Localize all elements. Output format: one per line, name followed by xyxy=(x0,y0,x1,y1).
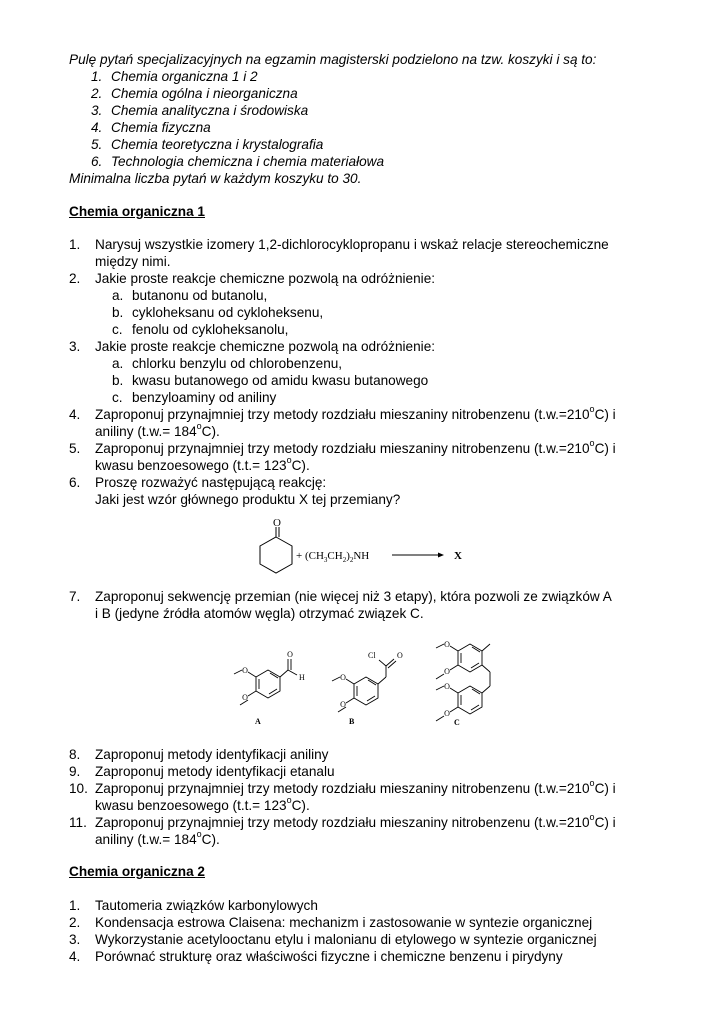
basket-item: 3. Chemia analityczna i środowiska xyxy=(91,103,309,118)
compounds-scheme xyxy=(218,632,508,732)
amine-reagent: + $(CH_3CH_2)_2NH$ xyxy=(296,550,370,564)
question-7: 7. Zaproponuj sekwencję przemian (nie więcej niż 3 etapy), która pozwoli ze związków A i B (jedyne źródła atomów węgla) otrzymać związek C. xyxy=(69,589,612,621)
intro-block xyxy=(69,51,709,187)
svg-text:O: O xyxy=(444,640,450,649)
section-heading-organic-1: Chemia organiczna 1 xyxy=(69,204,205,219)
list-item: c. fenolu od cykloheksanolu, xyxy=(112,322,289,337)
svg-text:O: O xyxy=(444,709,450,718)
svg-text:O: O xyxy=(397,651,403,660)
list-item: 2. Kondensacja estrowa Claisena: mechanizm i zastosowanie w syntezie organicznej xyxy=(69,915,593,930)
list-item: b. kwasu butanowego od amidu kwasu butanowego xyxy=(112,373,429,388)
basket-item: 1. Chemia organiczna 1 i 2 xyxy=(91,69,258,84)
list-item: 3. Wykorzystanie acetylooctanu etylu i malonianu di etylowego w syntezie organicznej xyxy=(69,932,597,947)
question-4: 4. Zaproponuj przynajmniej trzy metody rozdziału mieszaniny nitrobenzenu $(t.w.=210^oC)$ i aniliny $(t.w.= 184^oC)$. xyxy=(69,404,616,439)
section-2-list xyxy=(69,897,669,965)
question-11: 11. Zaproponuj przynajmniej trzy metody rozdziału mieszaniny nitrobenzenu $(t.w.=210^oC)$ i aniliny $(t.w.= 184^oC)$. xyxy=(69,812,616,847)
svg-text:O: O xyxy=(444,682,450,691)
svg-text:O: O xyxy=(444,667,450,676)
question-5: 5. Zaproponuj przynajmniej trzy metody rozdziału mieszaniny nitrobenzenu $(t.w.=210^oC)$ i kwasu benzoesowego $(t.t.= 123^oC)$. xyxy=(69,438,616,473)
section-heading-organic-2: Chemia organiczna 2 xyxy=(69,864,205,879)
reaction-scheme xyxy=(250,514,480,580)
svg-text:O: O xyxy=(340,700,346,709)
question-9: 9. Zaproponuj metody identyfikacji etanalu xyxy=(69,764,335,779)
list-item: 1. Tautomeria związków karbonylowych xyxy=(69,898,318,913)
question-6: 6. Proszę rozważyć następującą reakcję: Jaki jest wzór głównego produktu X tej przemiany? xyxy=(69,475,401,507)
cyclohexanone-structure xyxy=(260,527,292,573)
compound-a-label: A xyxy=(255,717,261,726)
svg-text:H: H xyxy=(299,673,305,682)
oxygen-label: O xyxy=(273,517,281,529)
svg-text:Cl: Cl xyxy=(368,651,376,660)
basket-item: 2. Chemia ogólna i nieorganiczna xyxy=(91,86,298,101)
question-2: 2. Jakie proste reakcje chemiczne pozwolą na odróżnienie: a. butanonu od butanolu, b. cykloheksanu od cykloheksenu, c. fenolu od cykloheksanolu, xyxy=(69,270,669,338)
basket-item: 4. Chemia fizyczna xyxy=(91,120,211,135)
svg-text:O: O xyxy=(287,650,293,659)
question-1: 1. Narysuj wszystkie izomery 1,2-dichlorocyklopropanu i wskaż relacje stereochemiczne między nimi. xyxy=(69,237,609,269)
svg-text:O: O xyxy=(242,666,248,675)
reaction-arrow xyxy=(392,553,444,558)
svg-text:O: O xyxy=(340,673,346,682)
question-3: 3. Jakie proste reakcje chemiczne pozwolą na odróżnienie: a. chlorku benzylu od chlorobenzenu, b. kwasu butanowego od amidu kwasu butanowego c. benzyloaminy od aniliny xyxy=(69,338,669,406)
basket-item: 5. Chemia teoretyczna i krystalografia xyxy=(91,137,324,152)
list-item: c. benzyloaminy od aniliny xyxy=(112,390,277,405)
basket-item: 6. Technologia chemiczna i chemia materiałowa xyxy=(91,154,385,169)
compound-c-label: C xyxy=(454,718,460,727)
question-10: 10. Zaproponuj przynajmniej trzy metody rozdziału mieszaniny nitrobenzenu $(t.w.=210^oC)$ i kwasu benzoesowego $(t.t.= 123^oC)$. xyxy=(69,778,616,813)
compound-b-label: B xyxy=(349,717,355,726)
list-item: 4. Porównać strukturę oraz właściwości fizyczne i chemiczne benzenu i pirydyny xyxy=(69,949,563,964)
list-item: a. butanonu od butanolu, xyxy=(112,288,268,303)
list-item: a. chlorku benzylu od chlorobenzenu, xyxy=(112,356,343,371)
svg-text:O: O xyxy=(242,693,248,702)
intro-minimum: Minimalna liczba pytań w każdym koszyku to 30. xyxy=(69,171,362,186)
product-x-label: X xyxy=(454,550,462,562)
list-item: b. cykloheksanu od cykloheksenu, xyxy=(112,305,324,320)
question-8: 8. Zaproponuj metody identyfikacji aniliny xyxy=(69,747,329,762)
intro-lead: Pulę pytań specjalizacyjnych na egzamin magisterski podzielono na tzw. koszyki i są to: xyxy=(69,52,597,67)
